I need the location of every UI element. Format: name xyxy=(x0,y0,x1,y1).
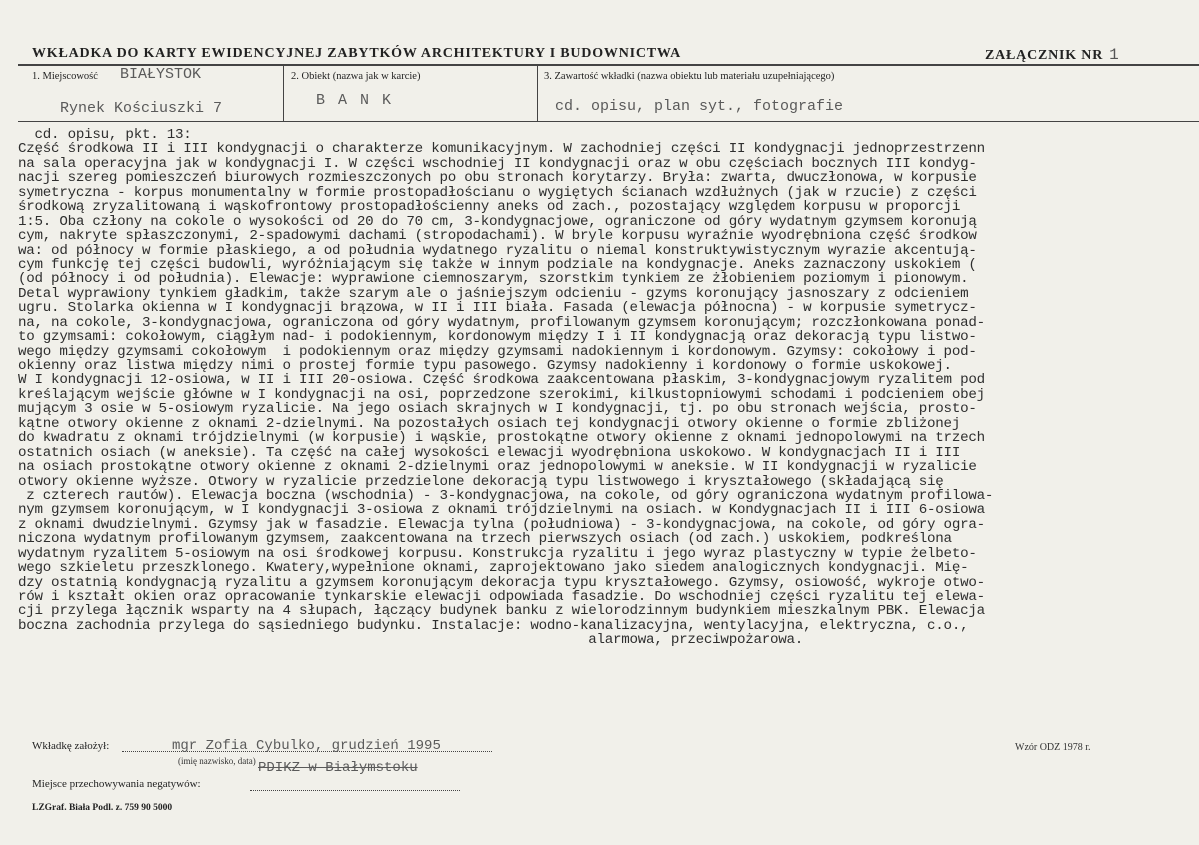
description-line: z oknami dwudzielnymi. Gzymsy jak w fasadzie. Elewacja tylna (południowa) - 3-kondygnacjowa, na cokole, od góry ogra- xyxy=(18,516,985,533)
description-line: rów i kształt okien oraz opracowanie tynkarskie elewacji odpowiada fasadzie. Do wschodniej części ryzalitu tej elewa- xyxy=(18,589,985,605)
description-line: ugru. Stolarka okienna w I kondygnacji brązowa, w II i III biała. Fasada (elewacja północna) - w korpusie symetrycz- xyxy=(18,300,977,317)
description-line: kreślającym wejście główne w I kondygnacji na osi, poprzedzone szerokimi, kilkustopniowymi schodami i podcieniem obej xyxy=(18,386,985,403)
description-line: symetryczna - korpus monumentalny w formie prostopadłościanu o wygiętych ścianach wzdłużnych (jak w rzucie) z części xyxy=(18,184,977,201)
name-hint: (imię nazwisko, data) xyxy=(178,756,256,766)
field1-label: 1. Miejscowość xyxy=(32,71,98,82)
description-line: nym gzymsem koronującym, w I kondygnacji 3-osiowa z oknami trójdzielnymi na osiach. w Kondygnacjach II i III 6-osiowa xyxy=(18,502,985,519)
description-line: cym funkcję tej części budowli, wyróżniającym się także w innym podziale na kondygnacje. Aneks zaznaczony uskokiem ( xyxy=(18,256,977,273)
storage-label: Miejsce przechowywania negatywów: xyxy=(32,778,201,790)
description-line: wego między gzymsami cokołowym i podokiennym oraz między gzymsami nadokiennym i kordonowym. Gzymsy: cokołowy i pod- xyxy=(18,343,977,360)
description-line: cji przylega łącznik wsparty na 4 słupach, łączący budynek banku z wielorodzinnym budynkiem mieszkalnym PBK. Elewacja xyxy=(18,603,985,620)
description-line: cym, nakryte spłaszczonymi, 2-spadowymi dachami (stropodachami). W bryle korpusu wyraźnie wyodrębniona część środkow xyxy=(18,228,977,245)
description-text xyxy=(18,128,1199,648)
description-line: na sala operacyjna jak w kondygnacji I. W części wschodniej II kondygnacji oraz w obu częściach bocznych III kondyg- xyxy=(18,155,977,172)
description-line: mującym 3 osie w 5-osiowym ryzalicie. Na jego osiach skrajnych w I kondygnacji, tj. po obu stronach wejścia, prosto- xyxy=(18,401,977,418)
description-line: środkową zryzalitowaną i wąskofrontowy prostopadłościenny aneks od zach., pozostający względem korpusu w proporcji xyxy=(18,199,961,216)
field-divider-2 xyxy=(537,65,538,122)
field3-label: 3. Zawartość wkładki (nazwa obiektu lub materiału uzupełniającego) xyxy=(544,71,835,82)
storage-value: PDIKZ w Białymstoku xyxy=(258,760,418,776)
card-title: WKŁADKA DO KARTY EWIDENCYJNEJ ZABYTKÓW ARCHITEKTURY I BUDOWNICTWA xyxy=(32,46,682,61)
field2-value: B A N K xyxy=(316,92,394,109)
prepared-label: Wkładkę założył: xyxy=(32,740,110,752)
description-line: wydatnym ryzalitem 5-osiowym na osi środkowej korpusu. Konstrukcja ryzalitu i jego wyraz plastyczny w typie żelbeto- xyxy=(18,545,977,562)
description-line: na, na cokole, 3-kondygnacjowa, ograniczona od góry wydatnym, profilowanym gzymsem koronującym; rozczłonkowana ponad- xyxy=(18,314,985,331)
description-line: alarmowa, przeciwpożarowa. xyxy=(18,632,804,649)
annex-label xyxy=(985,46,1120,64)
description-line: wego szkieletu przeszklonego. Kwatery,wypełnione oknami, zaprojektowano jako siedem analogicznych kondygnacji. Mię- xyxy=(18,560,969,577)
description-line: niczona wydatnym profilowanym gzymsem, zaakcentowana na trzech pierwszych osiach (od zach.) uskokiem, podkreślona xyxy=(18,531,952,548)
description-line: nacji szereg pomieszczeń biurowych rozmieszczonych po obu stronach korytarzy. Bryła: zwarta, dwuczłonowa, w korpusie xyxy=(18,170,977,187)
field1-address: Rynek Kościuszki 7 xyxy=(60,100,223,117)
description-line: boczna zachodnia przylega do sąsiedniego budynku. Instalacje: wodno-kanalizacyjna, wentylacyjna, elektryczna, c.o., xyxy=(18,617,969,634)
annex-label-text: ZAŁĄCZNIK NR xyxy=(985,48,1104,63)
description-line: Detal wyprawiony tynkiem gładkim, także szarym ale o jaśniejszym odcieniu - gzyms koronujący jasnoszary z odcieniem xyxy=(18,285,969,302)
description-line: na osiach prostokątne otwory okienne z oknami 2-dzielnymi oraz jednopolowymi w aneksie. W II kondygnacji w ryzalicie xyxy=(18,459,977,476)
description-line: W I kondygnacji 12-osiowa, w II i III 20-osiowa. Część środkowa zaakcentowana płaskim, 3-kondygnacjowym ryzalitem pod xyxy=(18,372,985,389)
description-line: wa: od północy w formie płaskiego, a od południa wydatnego ryzalitu o niemal konstruktywistycznym wyrazie akcentują- xyxy=(18,242,977,259)
description-line: to gzymsami: cokołowym, ciągłym nad- i podokiennym, kordonowym między I i II kondygnacją oraz dekoracją typu listwo- xyxy=(18,329,977,346)
field1-value: BIAŁYSTOK xyxy=(120,66,202,83)
prepared-value: mgr Zofia Cybulko, grudzień 1995 xyxy=(172,738,441,754)
printer-imprint: LZGraf. Biała Podl. z. 759 90 5000 xyxy=(32,803,173,813)
field3-value: cd. opisu, plan syt., fotografie xyxy=(555,98,844,115)
description-line: cd. opisu, pkt. 13: xyxy=(18,127,192,143)
field2-label: 2. Obiekt (nazwa jak w karcie) xyxy=(291,71,421,82)
description-line: z czterech rautów). Elewacja boczna (wschodnia) - 3-kondygnacjowa, na cokole, od góry ograniczona wydatnym profilowa- xyxy=(18,487,994,504)
annex-number: 1 xyxy=(1109,46,1120,64)
description-line: 1:5. Oba człony na cokole o wysokości od 20 do 70 cm, 3-kondygnacjowe, ograniczone od góry wydatnym gzymsem koronują xyxy=(18,213,977,230)
model-label: Wzór ODZ 1978 r. xyxy=(1015,742,1091,753)
field-divider-1 xyxy=(283,65,284,122)
description-line: okienny oraz listwa między nimi o prostej formie typu pasowego. Gzymsy nadokienny i kordonowy o formie uskokowej. xyxy=(18,358,952,374)
description-line: kątne otwory okienne z oknami 2-dzielnymi. Na pozostałych osiach tej kondygnacji otwory okienne o formie zbliżonej xyxy=(18,415,961,432)
description-line: ostatnich osiach (w aneksie). Ta część na całej wysokości elewacji wyodrębniona uskokowo. W kondygnacjach II i III xyxy=(18,444,961,461)
description-line: (od północy i od południa). Elewacje: wyprawione ciemnoszarym, szorstkim tynkiem ze żłobieniem poziomym i pionowym. xyxy=(18,271,969,288)
storage-dotted-line xyxy=(250,790,460,791)
fields-bottom-rule xyxy=(18,121,1199,122)
description-line: do kwadratu z oknami trójdzielnymi (w korpusie) i wąskie, prostokątne otwory okienne z oknami jednopolowymi na trzech xyxy=(18,430,985,447)
description-line: Część środkowa II i III kondygnacji o charakterze komunikacyjnym. W zachodniej części II kondygnacji jednoprzestrzenn xyxy=(18,141,985,158)
description-line: dzy ostatnią kondygnacją ryzalitu a gzymsem koronującym dekoracja typu kryształowego. Gzymsy, osiowość, wykroje otwo- xyxy=(18,574,985,591)
description-line: otwory okienne wyższe. Otwory w ryzalicie przedzielone dekoracją typu listwowego i kryształowego (składającą się xyxy=(18,473,944,490)
